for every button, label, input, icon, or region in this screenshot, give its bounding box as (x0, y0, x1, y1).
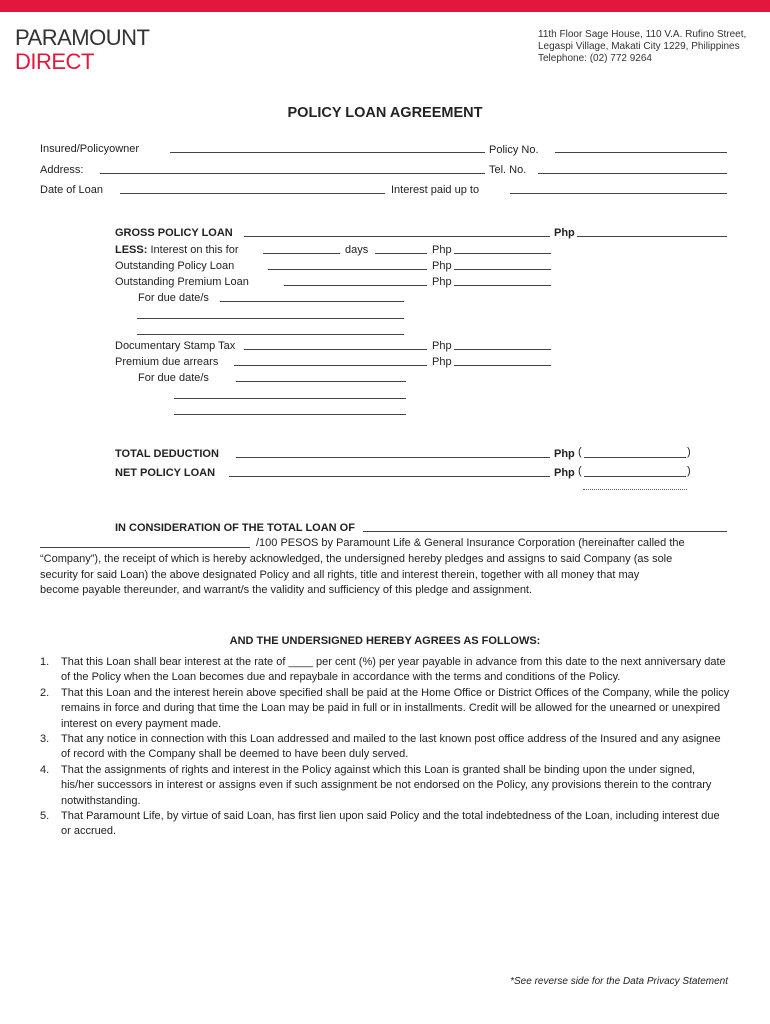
agreement-item-text: That this Loan shall bear interest at the rate of ____ per cent (%) per year payable in advance from this date to the next anniversary date of the Policy when the Loan becomes due and repaybale in accordance with the terms and conditions of the Policy. (61, 656, 726, 684)
less-interest-text: Interest on this for (147, 244, 239, 256)
doc-stamp-tax-line[interactable] (244, 349, 427, 350)
net-policy-loan-paren-open: ( (578, 465, 582, 477)
agreement-item (40, 732, 730, 763)
outstanding-loan-php-label: Php (432, 260, 452, 272)
net-policy-loan-line[interactable] (229, 476, 550, 477)
days-label: days (345, 244, 369, 256)
address-label: Address: (40, 164, 84, 176)
net-policy-loan-amount-line[interactable] (584, 476, 686, 477)
total-loan-words-line-2[interactable] (40, 547, 250, 548)
brand-logo-line1: PARAMOUNT (15, 25, 150, 50)
less-prefix: LESS: (115, 244, 148, 256)
arrears-due-date-line-3[interactable] (174, 414, 406, 415)
agreement-item-text: That this Loan and the interest herein above specified shall be paid at the Home Office or District Offices of the Company, while the policy remains in force and during that time the Loan may be paid in full or in installments. Credit will be allowed for the unearned or unexpired interest on every payment made. (61, 686, 730, 730)
gross-policy-loan-line[interactable] (244, 236, 550, 237)
interest-amount-line[interactable] (454, 253, 551, 254)
outstanding-policy-loan-label: Outstanding Policy Loan (115, 260, 235, 272)
gross-amount-line[interactable] (577, 236, 727, 237)
agreement-item-number: 2. (40, 686, 50, 699)
net-policy-loan-php-label: Php (554, 467, 575, 479)
address-line2: Legaspi Village, Makati City 1229, Philippines (538, 41, 740, 52)
interest-paid-input-line[interactable] (510, 193, 727, 194)
outstanding-premium-loan-line[interactable] (284, 285, 427, 286)
due-date-line-2[interactable] (137, 318, 404, 319)
consideration-line1: /100 PESOS by Paramount Life & General Insurance Corporation (hereinafter called the (256, 537, 685, 549)
agreement-list (40, 655, 730, 840)
total-deduction-line[interactable] (236, 457, 550, 458)
tel-no-label: Tel. No. (489, 164, 527, 176)
interest-paid-label: Interest paid up to (391, 184, 480, 196)
agreement-heading: AND THE UNDERSIGNED HEREBY AGREES AS FOLLOWS: (229, 635, 541, 647)
total-loan-words-line[interactable] (363, 531, 727, 532)
agreement-item (40, 809, 730, 840)
premium-due-arrears-line[interactable] (234, 365, 427, 366)
insured-input-line[interactable] (170, 152, 485, 153)
arrears-due-date-line-1[interactable] (236, 381, 406, 382)
premium-due-arrears-label: Premium due arrears (115, 356, 219, 368)
outstanding-premium-amount-line[interactable] (454, 285, 551, 286)
insured-label: Insured/Policyowner (40, 143, 140, 155)
agreement-item-number: 1. (40, 656, 50, 668)
total-deduction-php-label: Php (554, 448, 575, 460)
brand-logo-line2: DIRECT (15, 49, 94, 74)
arrears-due-date-line-2[interactable] (174, 398, 406, 399)
due-date-line-3[interactable] (137, 334, 404, 335)
top-accent-bar (0, 0, 770, 12)
agreement-item-text: That the assignments of rights and interest in the Policy against which this Loan is granted shall be binding upon the under signed, his/her successors in interest or assigns even if such assignment be not endorsed on the Policy, any provisions therein to the contrary notwithstanding. (61, 763, 712, 807)
net-policy-loan-paren-close: ) (687, 465, 691, 477)
address-input-line[interactable] (100, 173, 485, 174)
consideration-line3: security for said Loan) the above designated Policy and all rights, title and interest therein, together with all money that may (40, 568, 640, 581)
footer-note: *See reverse side for the Data Privacy Statement (510, 976, 728, 987)
total-deduction-paren-open: ( (578, 446, 582, 458)
company-address (538, 29, 746, 65)
agreement-item-text: That any notice in connection with this Loan addressed and mailed to the last known post office address of the Insured and any asignee of record with the Company shall be deemed to have been duly served. (61, 733, 721, 761)
less-interest-label (115, 244, 239, 256)
consideration-heading: IN CONSIDERATION OF THE TOTAL LOAN OF (115, 522, 355, 534)
policy-no-input-line[interactable] (555, 152, 727, 153)
interest-days-line[interactable] (375, 253, 427, 254)
agreement-item-number: 4. (40, 763, 50, 776)
premium-arrears-amount-line[interactable] (454, 365, 551, 366)
address-telephone: Telephone: (02) 772 9264 (538, 53, 652, 64)
agreement-item (40, 763, 730, 809)
outstanding-policy-loan-line[interactable] (268, 269, 427, 270)
outstanding-loan-amount-line[interactable] (454, 269, 551, 270)
consideration-line2: “Company”), the receipt of which is hereby acknowledged, the undersigned hereby pledges and assigns to said Company (as sole (40, 553, 673, 565)
consideration-body (40, 552, 740, 599)
policy-no-label: Policy No. (489, 144, 539, 156)
doc-stamp-php-label: Php (432, 340, 452, 352)
doc-stamp-tax-label: Documentary Stamp Tax (115, 340, 236, 352)
gross-policy-loan-label: GROSS POLICY LOAN (115, 227, 233, 239)
outstanding-premium-loan-label: Outstanding Premium Loan (115, 276, 249, 288)
date-of-loan-input-line[interactable] (120, 193, 385, 194)
for-due-dates-label: For due date/s (138, 292, 209, 304)
page-title: POLICY LOAN AGREEMENT (287, 105, 483, 121)
total-deduction-amount-line[interactable] (584, 457, 686, 458)
net-policy-loan-dotted-rule (583, 489, 687, 490)
due-date-line-1[interactable] (220, 301, 404, 302)
tel-no-input-line[interactable] (538, 173, 727, 174)
net-policy-loan-label: NET POLICY LOAN (115, 467, 216, 479)
consideration-line4: become payable thereunder, and warrant/s the validity and sufficiency of this pledge and assignment. (40, 584, 533, 596)
total-deduction-label: TOTAL DEDUCTION (115, 448, 219, 460)
agreement-item (40, 686, 730, 732)
interest-days-count-line[interactable] (263, 253, 340, 254)
for-due-dates-label-2: For due date/s (138, 372, 209, 384)
agreement-item-text: That Paramount Life, by virtue of said Loan, has first lien upon said Policy and the total indebtedness of the Loan, including interest due or accrued. (61, 810, 720, 838)
interest-php-label: Php (432, 244, 452, 256)
premium-arrears-php-label: Php (432, 356, 452, 368)
agreement-item-number: 3. (40, 733, 50, 746)
doc-stamp-amount-line[interactable] (454, 349, 551, 350)
agreement-item (40, 655, 730, 686)
total-deduction-paren-close: ) (687, 446, 691, 458)
outstanding-premium-php-label: Php (432, 276, 452, 288)
address-line1: 11th Floor Sage House, 110 V.A. Rufino Street, (538, 29, 747, 40)
gross-php-label: Php (554, 227, 575, 239)
date-of-loan-label: Date of Loan (40, 184, 103, 196)
agreement-item-number: 5. (40, 810, 50, 823)
